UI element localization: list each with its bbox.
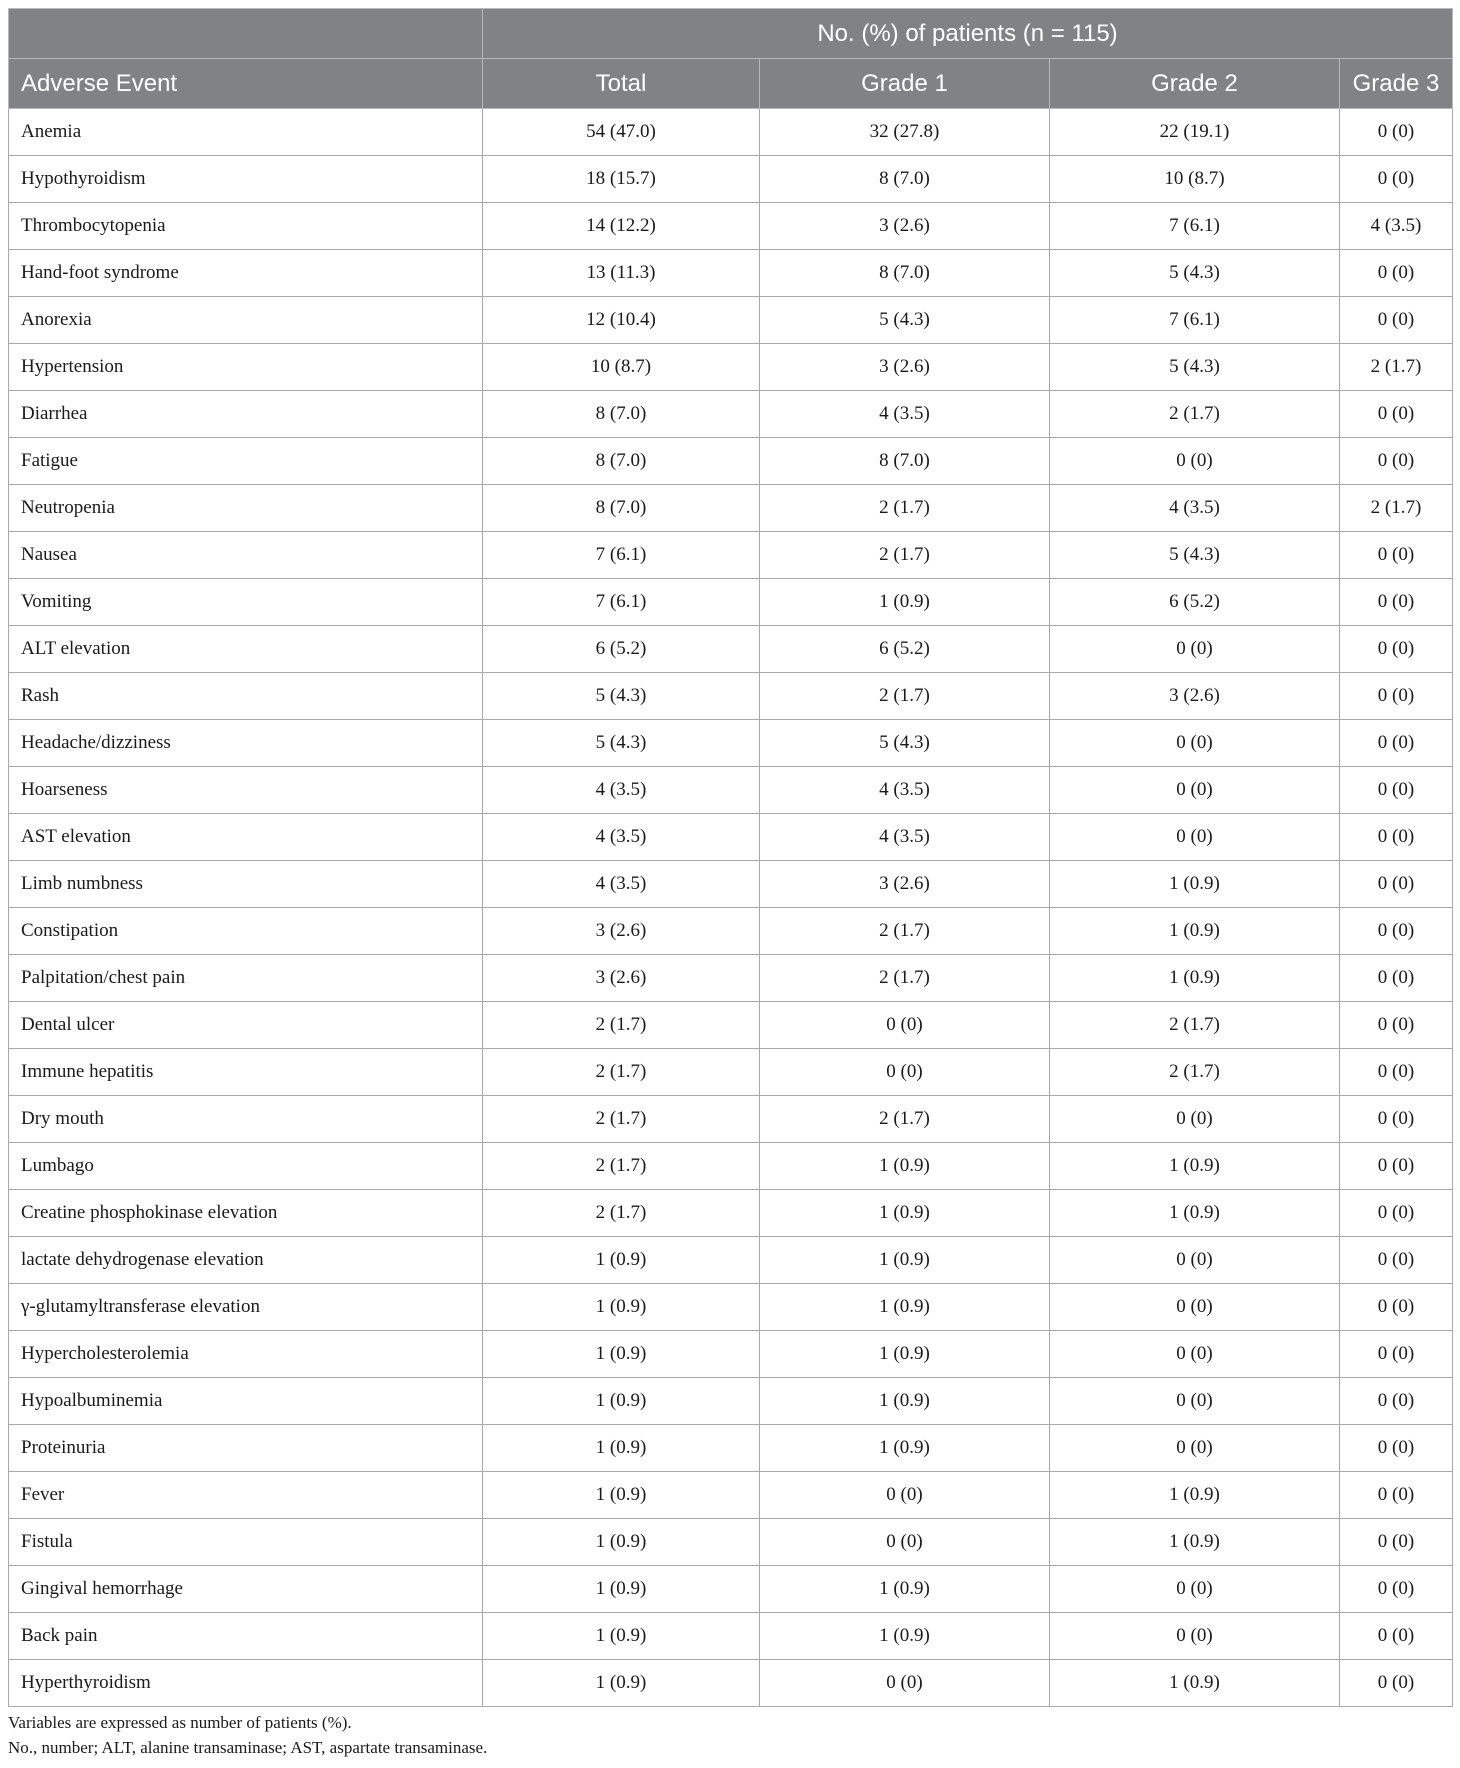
- total-cell: 1 (0.9): [483, 1331, 760, 1378]
- table-row: [9, 391, 1453, 438]
- total-cell: 1 (0.9): [483, 1660, 760, 1707]
- grade-3-cell: 0 (0): [1340, 1613, 1453, 1660]
- grade-1-cell: 1 (0.9): [760, 1331, 1050, 1378]
- grade-1-cell: 0 (0): [760, 1660, 1050, 1707]
- total-cell: 7 (6.1): [483, 579, 760, 626]
- table-row: [9, 1096, 1453, 1143]
- table-row: [9, 1566, 1453, 1613]
- adverse-event-cell: lactate dehydrogenase elevation: [9, 1237, 483, 1284]
- grade-2-cell: 0 (0): [1050, 1378, 1340, 1425]
- total-cell: 1 (0.9): [483, 1425, 760, 1472]
- grade-1-cell: 2 (1.7): [760, 908, 1050, 955]
- total-cell: 8 (7.0): [483, 391, 760, 438]
- grade-2-cell: 10 (8.7): [1050, 156, 1340, 203]
- grade-2-cell: 6 (5.2): [1050, 579, 1340, 626]
- adverse-event-cell: Thrombocytopenia: [9, 203, 483, 250]
- grade-2-cell: 0 (0): [1050, 1425, 1340, 1472]
- grade-1-cell: 2 (1.7): [760, 532, 1050, 579]
- grade-2-cell: 5 (4.3): [1050, 250, 1340, 297]
- grade-2-cell: 1 (0.9): [1050, 908, 1340, 955]
- table-row: [9, 156, 1453, 203]
- footnote-variables: Variables are expressed as number of patients (%).: [8, 1713, 352, 1732]
- table-row: [9, 767, 1453, 814]
- grade-3-cell: 0 (0): [1340, 720, 1453, 767]
- grade-2-cell: 22 (19.1): [1050, 109, 1340, 156]
- grade-2-cell: 0 (0): [1050, 767, 1340, 814]
- grade-1-cell: 32 (27.8): [760, 109, 1050, 156]
- grade-2-cell: 2 (1.7): [1050, 1049, 1340, 1096]
- total-cell: 1 (0.9): [483, 1566, 760, 1613]
- table-row: [9, 1331, 1453, 1378]
- table-body: [9, 109, 1453, 1707]
- footnote-abbreviations: No., number; ALT, alanine transaminase; AST, aspartate transaminase.: [8, 1738, 488, 1757]
- grade-2-cell: 1 (0.9): [1050, 1519, 1340, 1566]
- adverse-event-cell: ALT elevation: [9, 626, 483, 673]
- adverse-event-cell: Palpitation/chest pain: [9, 955, 483, 1002]
- grade-2-cell: 0 (0): [1050, 814, 1340, 861]
- grade-1-cell: 6 (5.2): [760, 626, 1050, 673]
- grade-3-cell: 0 (0): [1340, 1519, 1453, 1566]
- grade-3-cell: 0 (0): [1340, 626, 1453, 673]
- total-cell: 1 (0.9): [483, 1519, 760, 1566]
- adverse-event-cell: Neutropenia: [9, 485, 483, 532]
- table-row: [9, 1237, 1453, 1284]
- grade-1-cell: 3 (2.6): [760, 203, 1050, 250]
- grade-3-cell: 2 (1.7): [1340, 344, 1453, 391]
- table-row: [9, 485, 1453, 532]
- adverse-event-cell: Dry mouth: [9, 1096, 483, 1143]
- grade-3-cell: 0 (0): [1340, 1237, 1453, 1284]
- total-cell: 12 (10.4): [483, 297, 760, 344]
- grade-3-cell: 4 (3.5): [1340, 203, 1453, 250]
- header-blank-cell: [9, 9, 483, 59]
- table-row: [9, 109, 1453, 156]
- table-header: [9, 9, 1453, 109]
- grade-3-cell: 0 (0): [1340, 1096, 1453, 1143]
- total-cell: 4 (3.5): [483, 767, 760, 814]
- adverse-event-cell: Nausea: [9, 532, 483, 579]
- grade-1-cell: 5 (4.3): [760, 297, 1050, 344]
- table-row: [9, 814, 1453, 861]
- grade-2-cell: 2 (1.7): [1050, 1002, 1340, 1049]
- adverse-event-cell: γ-glutamyltransferase elevation: [9, 1284, 483, 1331]
- adverse-events-table: [8, 8, 1453, 1707]
- grade-2-cell: 0 (0): [1050, 720, 1340, 767]
- grade-3-cell: 2 (1.7): [1340, 485, 1453, 532]
- grade-2-cell: 0 (0): [1050, 626, 1340, 673]
- adverse-event-cell: Hyperthyroidism: [9, 1660, 483, 1707]
- adverse-event-cell: Gingival hemorrhage: [9, 1566, 483, 1613]
- total-cell: 5 (4.3): [483, 673, 760, 720]
- table-row: [9, 532, 1453, 579]
- grade-3-cell: 0 (0): [1340, 908, 1453, 955]
- grade-3-cell: 0 (0): [1340, 532, 1453, 579]
- grade-3-cell: 0 (0): [1340, 814, 1453, 861]
- grade-2-cell: 5 (4.3): [1050, 532, 1340, 579]
- total-cell: 8 (7.0): [483, 485, 760, 532]
- grade-1-cell: 5 (4.3): [760, 720, 1050, 767]
- grade-1-cell: 4 (3.5): [760, 767, 1050, 814]
- table-row: [9, 720, 1453, 767]
- total-cell: 2 (1.7): [483, 1096, 760, 1143]
- table-row: [9, 1143, 1453, 1190]
- grade-3-cell: 0 (0): [1340, 1002, 1453, 1049]
- table-row: [9, 908, 1453, 955]
- table-row: [9, 250, 1453, 297]
- total-cell: 14 (12.2): [483, 203, 760, 250]
- table-row: [9, 1284, 1453, 1331]
- grade-2-cell: 1 (0.9): [1050, 1190, 1340, 1237]
- grade-2-cell: 0 (0): [1050, 1331, 1340, 1378]
- total-cell: 1 (0.9): [483, 1613, 760, 1660]
- grade-3-cell: 0 (0): [1340, 1566, 1453, 1613]
- grade-2-cell: 1 (0.9): [1050, 955, 1340, 1002]
- table-row: [9, 1190, 1453, 1237]
- adverse-event-cell: Rash: [9, 673, 483, 720]
- adverse-event-cell: Hand-foot syndrome: [9, 250, 483, 297]
- grade-1-cell: 1 (0.9): [760, 1284, 1050, 1331]
- grade-3-cell: 0 (0): [1340, 250, 1453, 297]
- table-row: [9, 344, 1453, 391]
- grade-3-cell: 0 (0): [1340, 1143, 1453, 1190]
- table-row: [9, 203, 1453, 250]
- grade-2-cell: 0 (0): [1050, 438, 1340, 485]
- table-row: [9, 673, 1453, 720]
- grade-2-cell: 0 (0): [1050, 1284, 1340, 1331]
- total-cell: 8 (7.0): [483, 438, 760, 485]
- grade-3-cell: 0 (0): [1340, 1049, 1453, 1096]
- grade-2-cell: 7 (6.1): [1050, 203, 1340, 250]
- grade-1-cell: 1 (0.9): [760, 1237, 1050, 1284]
- grade-1-cell: 2 (1.7): [760, 1096, 1050, 1143]
- grade-3-cell: 0 (0): [1340, 297, 1453, 344]
- grade-1-cell: 1 (0.9): [760, 1378, 1050, 1425]
- grade-3-cell: 0 (0): [1340, 673, 1453, 720]
- column-header-grade-3: Grade 3: [1340, 59, 1453, 109]
- grade-2-cell: 0 (0): [1050, 1096, 1340, 1143]
- table-row: [9, 1519, 1453, 1566]
- total-cell: 3 (2.6): [483, 908, 760, 955]
- adverse-event-cell: Fever: [9, 1472, 483, 1519]
- adverse-event-cell: Fistula: [9, 1519, 483, 1566]
- adverse-event-cell: Lumbago: [9, 1143, 483, 1190]
- total-cell: 3 (2.6): [483, 955, 760, 1002]
- grade-1-cell: 3 (2.6): [760, 344, 1050, 391]
- grade-2-cell: 1 (0.9): [1050, 1143, 1340, 1190]
- grade-3-cell: 0 (0): [1340, 1425, 1453, 1472]
- adverse-event-cell: Creatine phosphokinase elevation: [9, 1190, 483, 1237]
- grade-2-cell: 1 (0.9): [1050, 1660, 1340, 1707]
- table-row: [9, 579, 1453, 626]
- grade-1-cell: 2 (1.7): [760, 673, 1050, 720]
- grade-2-cell: 3 (2.6): [1050, 673, 1340, 720]
- grade-1-cell: 1 (0.9): [760, 1143, 1050, 1190]
- total-cell: 6 (5.2): [483, 626, 760, 673]
- grade-1-cell: 0 (0): [760, 1049, 1050, 1096]
- adverse-event-cell: AST elevation: [9, 814, 483, 861]
- grade-3-cell: 0 (0): [1340, 861, 1453, 908]
- grade-3-cell: 0 (0): [1340, 1331, 1453, 1378]
- grade-1-cell: 1 (0.9): [760, 1190, 1050, 1237]
- grade-1-cell: 4 (3.5): [760, 391, 1050, 438]
- grade-1-cell: 0 (0): [760, 1002, 1050, 1049]
- grade-3-cell: 0 (0): [1340, 1378, 1453, 1425]
- table-row: [9, 1425, 1453, 1472]
- total-cell: 1 (0.9): [483, 1378, 760, 1425]
- column-header-grade-2: Grade 2: [1050, 59, 1340, 109]
- grade-3-cell: 0 (0): [1340, 391, 1453, 438]
- adverse-event-cell: Fatigue: [9, 438, 483, 485]
- table-row: [9, 1472, 1453, 1519]
- table-row: [9, 1660, 1453, 1707]
- table-row: [9, 1378, 1453, 1425]
- adverse-event-cell: Headache/dizziness: [9, 720, 483, 767]
- grade-3-cell: 0 (0): [1340, 109, 1453, 156]
- adverse-event-cell: Diarrhea: [9, 391, 483, 438]
- grade-2-cell: 5 (4.3): [1050, 344, 1340, 391]
- grade-1-cell: 2 (1.7): [760, 955, 1050, 1002]
- grade-2-cell: 0 (0): [1050, 1566, 1340, 1613]
- grade-2-cell: 4 (3.5): [1050, 485, 1340, 532]
- adverse-event-cell: Hypothyroidism: [9, 156, 483, 203]
- grade-3-cell: 0 (0): [1340, 156, 1453, 203]
- total-cell: 2 (1.7): [483, 1190, 760, 1237]
- total-cell: 4 (3.5): [483, 861, 760, 908]
- grade-3-cell: 0 (0): [1340, 1284, 1453, 1331]
- adverse-event-cell: Limb numbness: [9, 861, 483, 908]
- adverse-event-cell: Proteinuria: [9, 1425, 483, 1472]
- grade-3-cell: 0 (0): [1340, 438, 1453, 485]
- grade-2-cell: 0 (0): [1050, 1237, 1340, 1284]
- table-row: [9, 1049, 1453, 1096]
- adverse-event-cell: Hypercholesterolemia: [9, 1331, 483, 1378]
- grade-1-cell: 1 (0.9): [760, 1613, 1050, 1660]
- group-header: No. (%) of patients (n = 115): [483, 9, 1453, 59]
- grade-1-cell: 1 (0.9): [760, 1425, 1050, 1472]
- grade-1-cell: 1 (0.9): [760, 1566, 1050, 1613]
- adverse-event-cell: Anemia: [9, 109, 483, 156]
- total-cell: 7 (6.1): [483, 532, 760, 579]
- total-cell: 4 (3.5): [483, 814, 760, 861]
- column-header-grade-1: Grade 1: [760, 59, 1050, 109]
- total-cell: 2 (1.7): [483, 1002, 760, 1049]
- table-footnotes: [8, 1710, 487, 1760]
- adverse-event-cell: Hypertension: [9, 344, 483, 391]
- total-cell: 1 (0.9): [483, 1284, 760, 1331]
- grade-3-cell: 0 (0): [1340, 1660, 1453, 1707]
- total-cell: 2 (1.7): [483, 1049, 760, 1096]
- adverse-event-cell: Dental ulcer: [9, 1002, 483, 1049]
- grade-1-cell: 0 (0): [760, 1472, 1050, 1519]
- total-cell: 18 (15.7): [483, 156, 760, 203]
- column-header-adverse-event: Adverse Event: [9, 59, 483, 109]
- table-row: [9, 1613, 1453, 1660]
- grade-3-cell: 0 (0): [1340, 955, 1453, 1002]
- grade-1-cell: 8 (7.0): [760, 438, 1050, 485]
- adverse-event-cell: Back pain: [9, 1613, 483, 1660]
- grade-1-cell: 4 (3.5): [760, 814, 1050, 861]
- table-row: [9, 1002, 1453, 1049]
- total-cell: 10 (8.7): [483, 344, 760, 391]
- table-row: [9, 297, 1453, 344]
- grade-1-cell: 8 (7.0): [760, 250, 1050, 297]
- column-header-total: Total: [483, 59, 760, 109]
- adverse-event-cell: Anorexia: [9, 297, 483, 344]
- grade-3-cell: 0 (0): [1340, 579, 1453, 626]
- grade-1-cell: 1 (0.9): [760, 579, 1050, 626]
- group-header-row: [9, 9, 1453, 59]
- adverse-event-cell: Constipation: [9, 908, 483, 955]
- adverse-event-cell: Vomiting: [9, 579, 483, 626]
- total-cell: 5 (4.3): [483, 720, 760, 767]
- total-cell: 1 (0.9): [483, 1237, 760, 1284]
- grade-2-cell: 1 (0.9): [1050, 1472, 1340, 1519]
- table-row: [9, 955, 1453, 1002]
- grade-3-cell: 0 (0): [1340, 767, 1453, 814]
- table-row: [9, 626, 1453, 673]
- grade-3-cell: 0 (0): [1340, 1190, 1453, 1237]
- grade-2-cell: 2 (1.7): [1050, 391, 1340, 438]
- column-header-row: [9, 59, 1453, 109]
- grade-2-cell: 1 (0.9): [1050, 861, 1340, 908]
- total-cell: 2 (1.7): [483, 1143, 760, 1190]
- grade-1-cell: 2 (1.7): [760, 485, 1050, 532]
- grade-1-cell: 3 (2.6): [760, 861, 1050, 908]
- table-row: [9, 861, 1453, 908]
- total-cell: 54 (47.0): [483, 109, 760, 156]
- adverse-events-table-container: [8, 8, 1452, 1707]
- adverse-event-cell: Hypoalbuminemia: [9, 1378, 483, 1425]
- adverse-event-cell: Hoarseness: [9, 767, 483, 814]
- total-cell: 13 (11.3): [483, 250, 760, 297]
- grade-3-cell: 0 (0): [1340, 1472, 1453, 1519]
- grade-1-cell: 8 (7.0): [760, 156, 1050, 203]
- table-row: [9, 438, 1453, 485]
- grade-1-cell: 0 (0): [760, 1519, 1050, 1566]
- adverse-event-cell: Immune hepatitis: [9, 1049, 483, 1096]
- total-cell: 1 (0.9): [483, 1472, 760, 1519]
- grade-2-cell: 7 (6.1): [1050, 297, 1340, 344]
- grade-2-cell: 0 (0): [1050, 1613, 1340, 1660]
